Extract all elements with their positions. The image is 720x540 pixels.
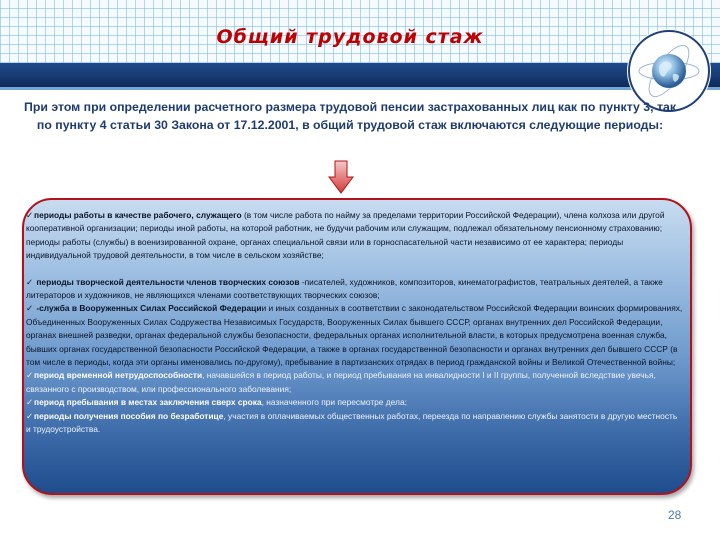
title-bar (0, 63, 720, 87)
check-icon: ✓ (26, 303, 34, 314)
list-item: ✓ периоды творческой деятельности членов творческих союзов -писателей, художников, композиторов, кинематографистов, театральных деятелей, а также литераторов и художников, не являющихся членами соответствующих творческих союзов; (26, 276, 663, 301)
page-title: Общий трудовой стаж (216, 26, 484, 48)
list-item: ✓ -служба в Вооруженных Силах Российской Федерации и иных созданных в соответствии с законодательством Российской Федерации воинских формированиях, Объединенных Вооруженных Силах Содружества Независимых Государств, Вооруженных Силах бывшего СССР, органах внутренних дел Российской Федерации, органах внешней разведки, органах федеральной службы безопасности, федеральных органах исполнительной власти, в которых предусмотрена военная служба, бывших органах государственной безопасности Российской Федерации, а также в органах государственной безопасности и органах внутренних дел бывшего СССР (в том числе в периоды, когда эти органы именовались по-другому), пребывание в партизанских отрядах в период гражданской войны и Великой Отечественной войны; (26, 303, 683, 368)
list-item: ✓период временной нетрудоспособности, начавшейся в период работы, и период пребывания на инвалидности I и II группы, полученной вследствие увечья, связанного с производством, или профессионального заболевания; (26, 370, 656, 394)
title-bar-strip (0, 87, 720, 90)
check-icon: ✓ (26, 210, 34, 220)
periods-panel (22, 198, 692, 495)
page-number: 28 (668, 508, 682, 522)
check-icon: ✓ (26, 397, 34, 408)
down-arrow-icon (328, 160, 354, 194)
periods-list (26, 209, 684, 437)
check-icon: ✓ (26, 276, 34, 287)
check-icon: ✓ (26, 410, 34, 421)
list-item: ✓период пребывания в местах заключения сверх срока, назначенного при пересмотре дела; (26, 396, 684, 409)
list-item: ✓периоды получения пособия по безработице, участия в оплачиваемых общественных работах, переезда по направлению службы занятости в другую местность и трудоустройства. (26, 410, 678, 435)
intro-text: При этом при определении расчетного размера трудовой пенсии застрахованных лиц как по пункту 3, так по пункту 4 статьи 30 Закона от 17.12.2001, в общий трудовой стаж включаются следующие периоды: (24, 100, 676, 132)
check-icon: ✓ (26, 370, 34, 381)
spacer (26, 263, 684, 276)
list-item: ✓периоды работы в качестве рабочего, служащего (в том числе работа по найму за пределами территории Российской Федерации), члена колхоза или другой кооперативной организации; периоды иной работы, на которой работник, не будучи рабочим или служащим, подлежал обязательному пенсионному страхованию; периоды работы (службы) в военизированной охране, органах специальной связи или в горноспасательной части независимо от ее характера; периоды индивидуальной трудовой деятельности, в том числе в сельском хозяйстве; (26, 210, 665, 261)
